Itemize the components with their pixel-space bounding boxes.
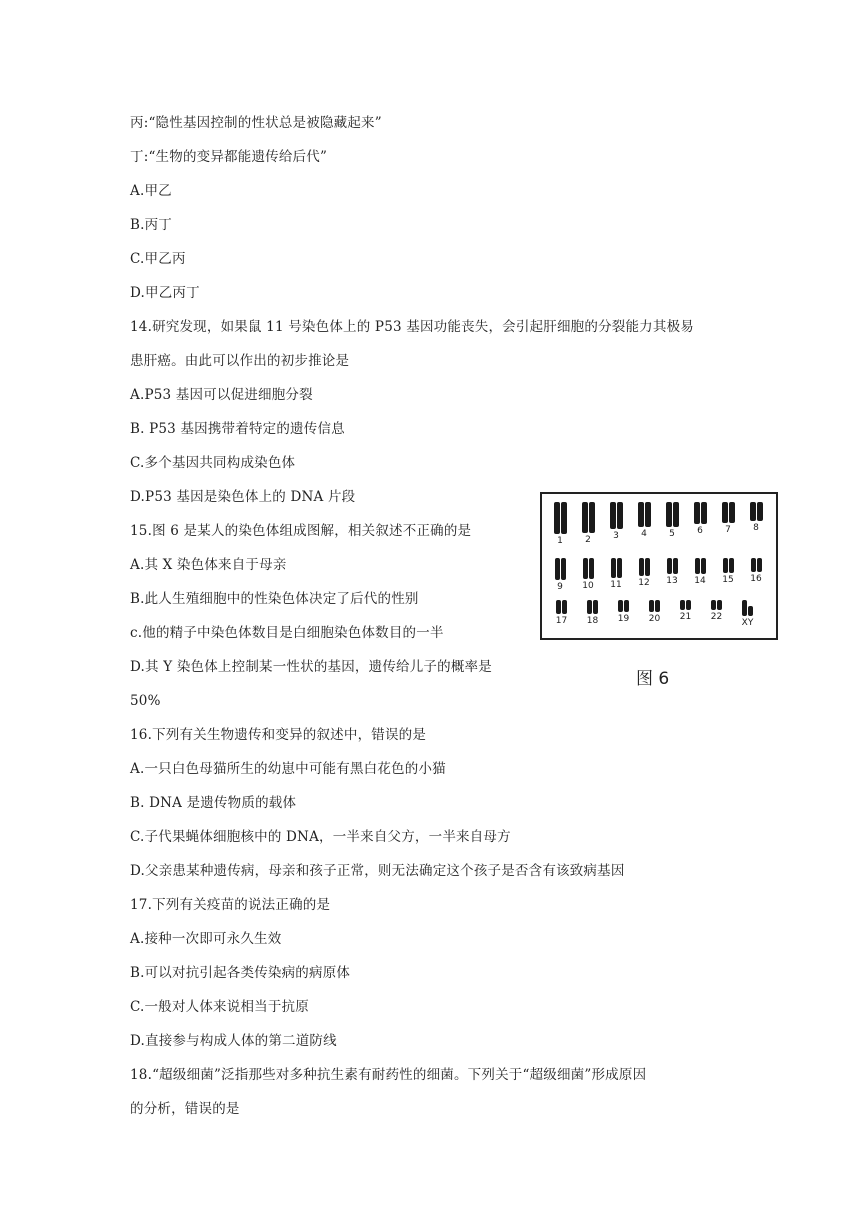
chromosome-shape (723, 558, 728, 573)
chromosome-number-label: 7 (725, 525, 731, 535)
chromosome-shape (617, 558, 622, 578)
chromosome-number-label: 12 (638, 578, 650, 588)
chromosome-shapes (694, 502, 707, 524)
text-line: A.接种一次即可永久生效 (130, 931, 282, 947)
chromosome-number-label: 22 (710, 612, 723, 622)
chromosome-shapes (555, 558, 566, 580)
chromosome-shapes (638, 502, 651, 527)
chromosome-number-label: 2 (585, 535, 591, 545)
text-line: C.甲乙丙 (130, 251, 186, 267)
chromosome-shape (561, 558, 566, 580)
text-line: c.他的精子中染色体数目是白细胞染色体数目的一半 (130, 625, 444, 641)
text-line: D.P53 基因是染色体上的 DNA 片段 (130, 489, 356, 505)
text-line: B.可以对抗引起各类传染病的病原体 (130, 965, 351, 981)
chromosome-pair (688, 558, 712, 592)
chromosome-shape (757, 502, 763, 521)
chromosome-pair (632, 558, 656, 592)
chromosome-number-label: 21 (679, 612, 692, 622)
chromosome-pair (576, 558, 600, 592)
chromosome-shapes (742, 600, 753, 616)
chromosome-pair (579, 600, 606, 628)
chromosome-shape (645, 558, 650, 576)
chromosome-shape (587, 600, 592, 614)
chromosome-shape (639, 558, 644, 576)
chromosome-shape (701, 502, 707, 524)
chromosome-shapes (667, 558, 678, 574)
chromosome-shapes (666, 502, 679, 527)
chromosome-pair (744, 558, 768, 592)
chromosome-pair (632, 502, 656, 546)
chromosome-shape (617, 502, 623, 529)
karyotype-figure (540, 492, 778, 640)
chromosome-shape (667, 558, 672, 574)
chromosome-shapes (750, 502, 763, 521)
chromosome-shape (589, 502, 595, 533)
chromosome-shape (583, 558, 588, 579)
text-line: C.一般对人体来说相当于抗原 (130, 999, 309, 1015)
chromosome-shape (729, 558, 734, 573)
chromosome-pair (610, 600, 637, 628)
chromosome-number-label: 18 (586, 616, 599, 626)
chromosome-shape (618, 600, 623, 612)
text-line: 患肝癌。由此可以作出的初步推论是 (130, 353, 350, 369)
chromosome-shapes (582, 502, 595, 533)
chromosome-shapes (610, 502, 623, 529)
chromosome-shapes (751, 558, 762, 572)
chromosome-pair (548, 558, 572, 592)
text-line: C.多个基因共同构成染色体 (130, 455, 296, 471)
text-line: B. DNA 是遗传物质的载体 (130, 795, 297, 811)
text-line: C.子代果蝇体细胞核中的 DNA，一半来自父方，一半来自母方 (130, 829, 511, 845)
chromosome-number-label: 17 (555, 616, 568, 626)
chromosome-shapes (722, 502, 735, 523)
chromosome-shape (555, 558, 560, 580)
chromosome-shape (562, 600, 567, 614)
chromosome-shape (649, 600, 654, 612)
chromosome-shapes (611, 558, 622, 578)
chromosome-shape (655, 600, 660, 612)
chromosome-number-label: 8 (753, 523, 759, 533)
chromosome-number-label: 6 (697, 526, 703, 536)
chromosome-shapes (583, 558, 594, 579)
chromosome-shapes (695, 558, 706, 574)
chromosome-shape (610, 502, 616, 529)
chromosome-pair (604, 502, 628, 546)
chromosome-shape (751, 558, 756, 572)
chromosome-shapes (556, 600, 567, 614)
chromosome-shape (638, 502, 644, 527)
chromosome-shape (757, 558, 762, 572)
chromosome-row-3 (548, 600, 761, 628)
chromosome-number-label: 3 (613, 531, 619, 541)
text-line: 17.下列有关疫苗的说法正确的是 (130, 897, 331, 913)
chromosome-row-2 (548, 558, 768, 592)
chromosome-shapes (711, 600, 722, 610)
chromosome-number-label: 19 (617, 614, 630, 624)
chromosome-shape (673, 502, 679, 527)
chromosome-shapes (680, 600, 691, 610)
text-line: A.甲乙 (130, 183, 172, 199)
chromosome-number-label: 15 (722, 575, 734, 585)
chromosome-number-label: 11 (610, 580, 622, 590)
text-line: 丁:“生物的变异都能遗传给后代” (130, 149, 328, 165)
chromosome-shape (750, 502, 756, 521)
chromosome-shapes (618, 600, 629, 612)
chromosome-shape (694, 502, 700, 524)
chromosome-shapes (639, 558, 650, 576)
chromosome-pair (660, 558, 684, 592)
chromosome-number-label: 4 (641, 529, 647, 539)
chromosome-number-label: 10 (582, 581, 594, 591)
chromosome-shape (701, 558, 706, 574)
chromosome-shape (686, 600, 691, 610)
text-line: D.甲乙丙丁 (130, 285, 200, 301)
chromosome-shapes (587, 600, 598, 614)
text-line: A.一只白色母猫所生的幼崽中可能有黑白花色的小猫 (130, 761, 446, 777)
chromosome-number-label: XY (741, 618, 754, 628)
chromosome-pair (672, 600, 699, 628)
chromosome-shape (673, 558, 678, 574)
chromosome-shape (624, 600, 629, 612)
chromosome-shape (611, 558, 616, 578)
chromosome-pair (548, 502, 572, 546)
chromosome-pair (734, 600, 761, 628)
text-line: D.其 Y 染色体上控制某一性状的基因，遗传给儿子的概率是 (130, 659, 492, 675)
chromosome-shape (729, 502, 735, 523)
text-line: D.父亲患某种遗传病，母亲和孩子正常，则无法确定这个孩子是否含有该致病基因 (130, 863, 625, 879)
chromosome-shape (589, 558, 594, 579)
chromosome-pair (744, 502, 768, 546)
chromosome-shape (695, 558, 700, 574)
chromosome-shape (554, 502, 560, 534)
chromosome-shape (593, 600, 598, 614)
chromosome-shape (680, 600, 685, 610)
chromosome-number-label: 20 (648, 614, 661, 624)
chromosome-number-label: 5 (669, 529, 675, 539)
chromosome-shape (666, 502, 672, 527)
chromosome-number-label: 9 (557, 582, 563, 592)
chromosome-pair (716, 558, 740, 592)
figure-caption: 图 6 (636, 669, 670, 689)
text-line: 16.下列有关生物遗传和变异的叙述中，错误的是 (130, 727, 427, 743)
text-line: 50% (130, 693, 161, 709)
text-line: A.P53 基因可以促进细胞分裂 (130, 387, 313, 403)
chromosome-pair (716, 502, 740, 546)
text-line: 的分析，错误的是 (130, 1101, 240, 1117)
chromosome-number-label: 1 (557, 536, 563, 546)
chromosome-number-label: 13 (666, 576, 678, 586)
chromosome-shapes (554, 502, 567, 534)
chromosome-pair (576, 502, 600, 546)
chromosome-shapes (723, 558, 734, 573)
chromosome-pair (604, 558, 628, 592)
text-line: 18.“超级细菌”泛指那些对多种抗生素有耐药性的细菌。下列关于“超级细菌”形成原因 (130, 1067, 647, 1083)
chromosome-shape (717, 600, 722, 610)
text-line: B. P53 基因携带着特定的遗传信息 (130, 421, 345, 437)
chromosome-pair (548, 600, 575, 628)
text-line: 15.图 6 是某人的染色体组成图解，相关叙述不正确的是 (130, 523, 472, 539)
chromosome-number-label: 16 (750, 574, 762, 584)
text-line: 14.研究发现，如果鼠 11 号染色体上的 P53 基因功能丧失，会引起肝细胞的分裂能力其极易 (130, 319, 694, 335)
text-line: B.丙丁 (130, 217, 173, 233)
chromosome-shape (582, 502, 588, 533)
chromosome-pair (660, 502, 684, 546)
chromosome-shape (561, 502, 567, 534)
text-line: D.直接参与构成人体的第二道防线 (130, 1033, 337, 1049)
chromosome-shape (711, 600, 716, 610)
text-line: 丙:“隐性基因控制的性状总是被隐藏起来” (130, 115, 382, 131)
chromosome-shape (748, 606, 753, 616)
text-line: B.此人生殖细胞中的性染色体决定了后代的性别 (130, 591, 419, 607)
chromosome-shapes (649, 600, 660, 612)
chromosome-shape (645, 502, 651, 527)
chromosome-shape (556, 600, 561, 614)
chromosome-shape (742, 600, 747, 616)
chromosome-pair (688, 502, 712, 546)
text-line: A.其 X 染色体来自于母亲 (130, 557, 287, 573)
chromosome-row-1 (548, 502, 768, 546)
chromosome-pair (703, 600, 730, 628)
chromosome-number-label: 14 (694, 576, 706, 586)
chromosome-pair (641, 600, 668, 628)
chromosome-shape (722, 502, 728, 523)
